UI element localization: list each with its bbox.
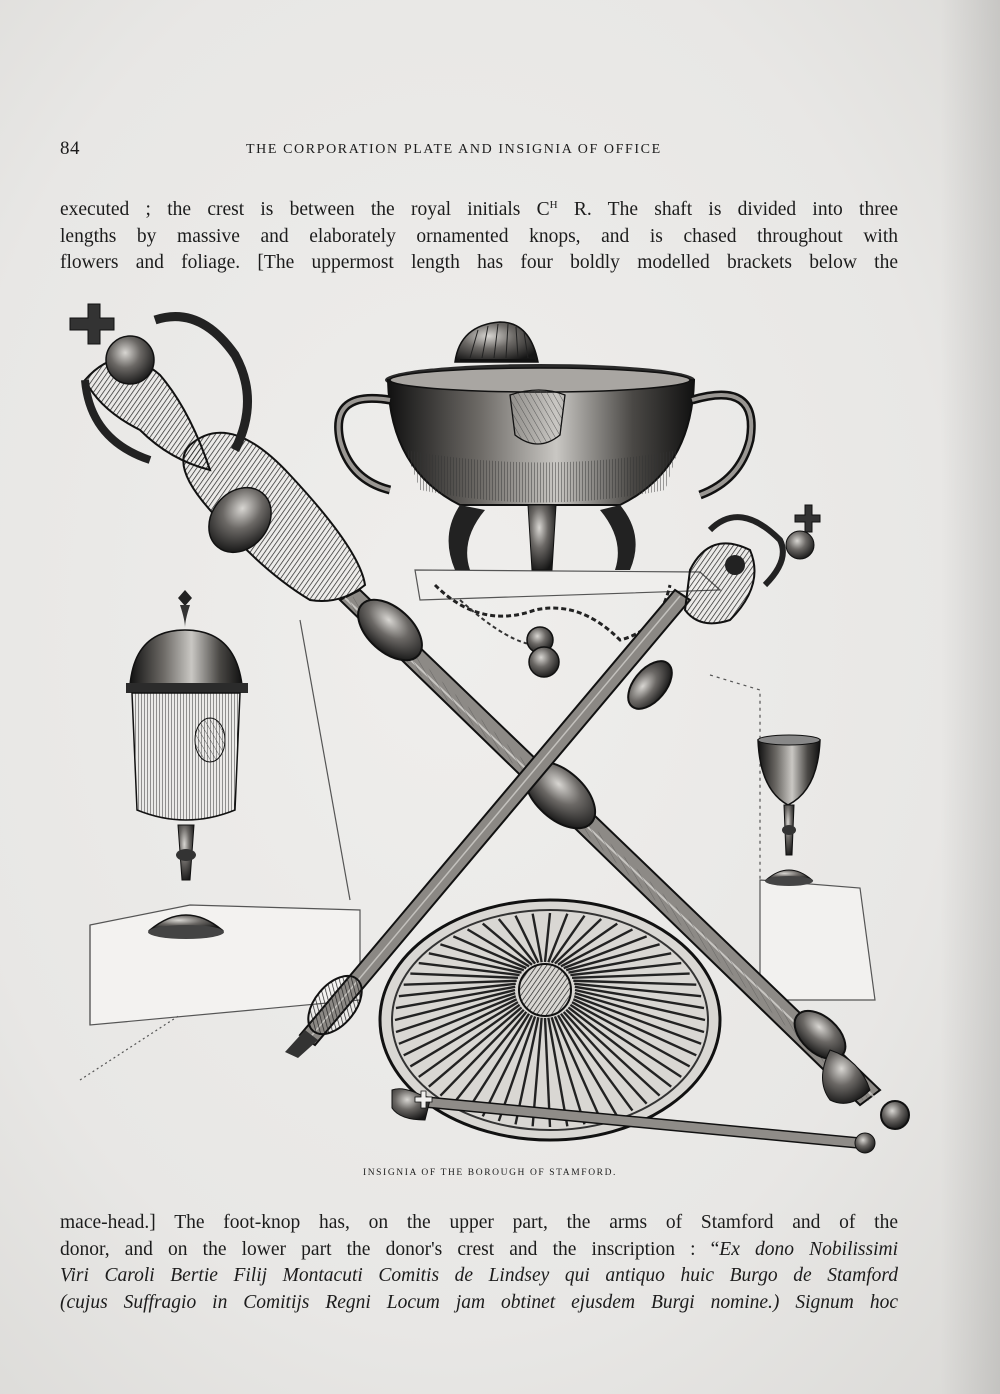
text-line: Viri Caroli Bertie Filij Montacuti Comitis de Lindsey qui antiquo huic Burgo de Stamford <box>60 1265 898 1287</box>
superscript: H <box>549 199 558 211</box>
top-paragraph <box>60 192 898 277</box>
small-goblet <box>758 735 820 886</box>
latin-inscription: (cujus Suffragio in Comitijs Regni Locum jam obtinet ejusdem Burgi nomine.) <box>60 1291 780 1313</box>
text-line <box>60 1237 898 1264</box>
text-line <box>60 1290 898 1317</box>
page-number: 84 <box>60 138 80 159</box>
page-header <box>60 138 905 166</box>
text-fragment: R. The shaft is divided into three <box>557 199 898 220</box>
engraving-illustration <box>60 300 910 1160</box>
figure-caption: INSIGNIA OF THE BOROUGH OF STAMFORD. <box>362 1168 618 1178</box>
engraving-figure <box>60 300 910 1160</box>
latin-inscription: Ex dono Nobilissimi <box>719 1238 898 1260</box>
text-line: lengths by massive and elaborately ornamented knops, and is chased throughout with <box>60 225 898 247</box>
latin-inscription: Signum hoc <box>779 1291 899 1313</box>
covered-standing-cup <box>126 590 248 939</box>
text-line: mace-head.] The foot-knop has, on the upper part, the arms of Stamford and of the <box>60 1212 898 1233</box>
gutter-shadow <box>940 0 1000 1394</box>
bottom-paragraph <box>60 1210 898 1316</box>
running-title: THE CORPORATION PLATE AND INSIGNIA OF OFFICE <box>246 142 662 157</box>
text-line <box>60 192 898 224</box>
text-fragment: donor, and on the lower part the donor's crest and the inscription : “ <box>60 1238 720 1260</box>
text-fragment: executed ; the crest is between the royal initials C <box>60 199 550 220</box>
text-line: flowers and foliage. [The uppermost length has four boldly modelled brackets below the <box>60 252 898 274</box>
